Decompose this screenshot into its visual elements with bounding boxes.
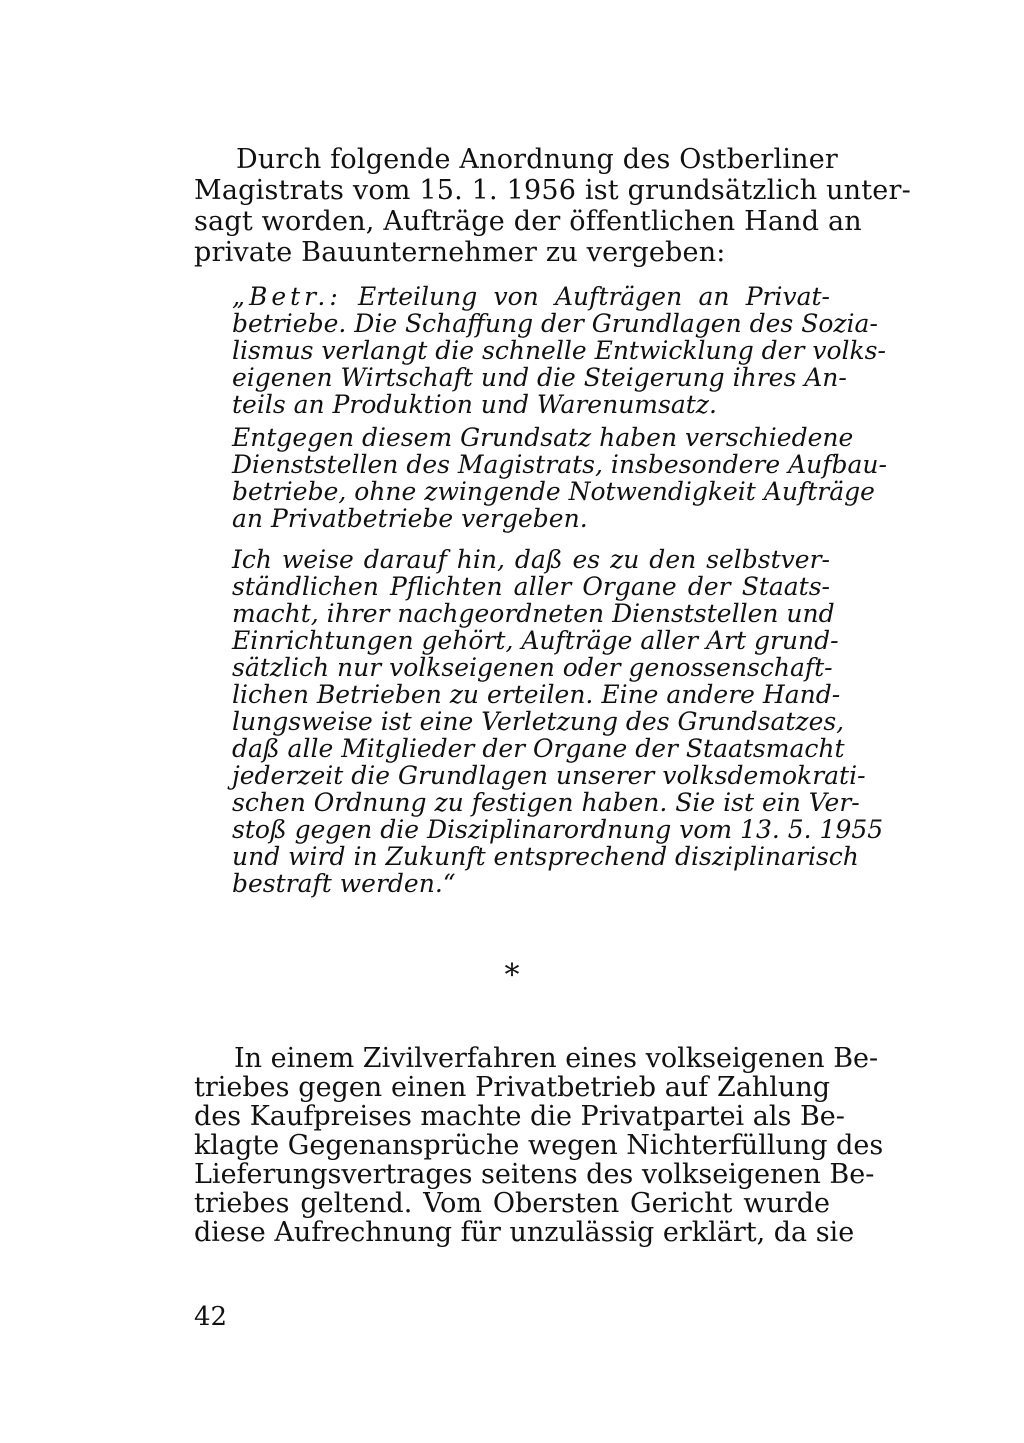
- text-line: triebes gegen einen Privatbetrieb auf Zahlung: [194, 1072, 830, 1103]
- body-paragraph-2: [194, 1043, 884, 1248]
- text-line: Magistrats vom 15. 1. 1956 ist grundsätzlich unter-: [194, 175, 911, 206]
- text-line: bestraft werden.“: [232, 869, 456, 898]
- text-line: [232, 283, 830, 310]
- text-line: Einrichtungen gehört, Aufträge aller Art grund-: [232, 626, 839, 655]
- text-line: sätzlich nur volkseigenen oder genossenschaft-: [232, 653, 833, 682]
- text-line: ständlichen Pflichten aller Organe der Staats-: [232, 572, 830, 601]
- quote-paragraph-1: [232, 282, 886, 419]
- text-line: triebes geltend. Vom Obersten Gericht wurde: [194, 1188, 830, 1219]
- text-line: an Privatbetriebe vergeben.: [232, 504, 588, 533]
- text-line: In einem Zivilverfahren eines volkseigenen Be-: [234, 1043, 879, 1074]
- text-line: macht, ihrer nachgeordneten Dienststellen und: [232, 599, 835, 628]
- text-line: Entgegen diesem Grundsatz haben verschiedene: [232, 423, 854, 452]
- text-line: Durch folgende Anordnung des Ostberliner: [236, 144, 839, 175]
- text-line: lismus verlangt die schnelle Entwicklung der volks-: [232, 336, 886, 365]
- text-line: daß alle Mitglieder der Organe der Staatsmacht: [232, 734, 845, 763]
- text-line: diese Aufrechnung für unzulässig erklärt, da sie: [194, 1217, 855, 1248]
- text-line: private Bauunternehmer zu vergeben:: [194, 237, 726, 268]
- text-line: klagte Gegenansprüche wegen Nichterfüllung des: [194, 1130, 884, 1161]
- text-line: sagt worden, Aufträge der öffentlichen Hand an: [194, 206, 862, 237]
- quote-lead: „Betr.:: [232, 282, 342, 311]
- text-line: Dienststellen des Magistrats, insbesondere Aufbau-: [232, 450, 887, 479]
- text-line: des Kaufpreises machte die Privatpartei als Be-: [194, 1101, 845, 1132]
- text-line: lungsweise ist eine Verletzung des Grundsatzes,: [232, 707, 845, 736]
- text-line: teils an Produktion und Warenumsatz.: [232, 390, 717, 419]
- section-separator: *: [504, 958, 520, 993]
- text-line: Lieferungsvertrages seitens des volkseigenen Be-: [194, 1159, 875, 1190]
- quote-paragraph-2: [232, 423, 887, 533]
- text-line: und wird in Zukunft entsprechend disziplinarisch: [232, 842, 859, 871]
- text-line: betriebe. Die Schaffung der Grundlagen des Sozia-: [232, 309, 878, 338]
- text-line: eigenen Wirtschaft und die Steigerung ihres An-: [232, 363, 847, 392]
- intro-paragraph: [194, 144, 911, 268]
- page-number: 42: [194, 1302, 228, 1332]
- text-line: schen Ordnung zu festigen haben. Sie ist ein Ver-: [232, 788, 860, 817]
- text-line: lichen Betrieben zu erteilen. Eine andere Hand-: [232, 680, 841, 709]
- quote-lead-rest: Erteilung von Aufträgen an Privat-: [341, 282, 830, 311]
- quote-paragraph-3: [232, 545, 884, 898]
- text-line: jederzeit die Grundlagen unserer volksdemokrati-: [232, 761, 866, 790]
- text-line: stoß gegen die Disziplinarordnung vom 13. 5. 1955: [232, 815, 884, 844]
- text-line: betriebe, ohne zwingende Notwendigkeit Aufträge: [232, 477, 875, 506]
- text-line: Ich weise darauf hin, daß es zu den selbstver-: [232, 545, 830, 574]
